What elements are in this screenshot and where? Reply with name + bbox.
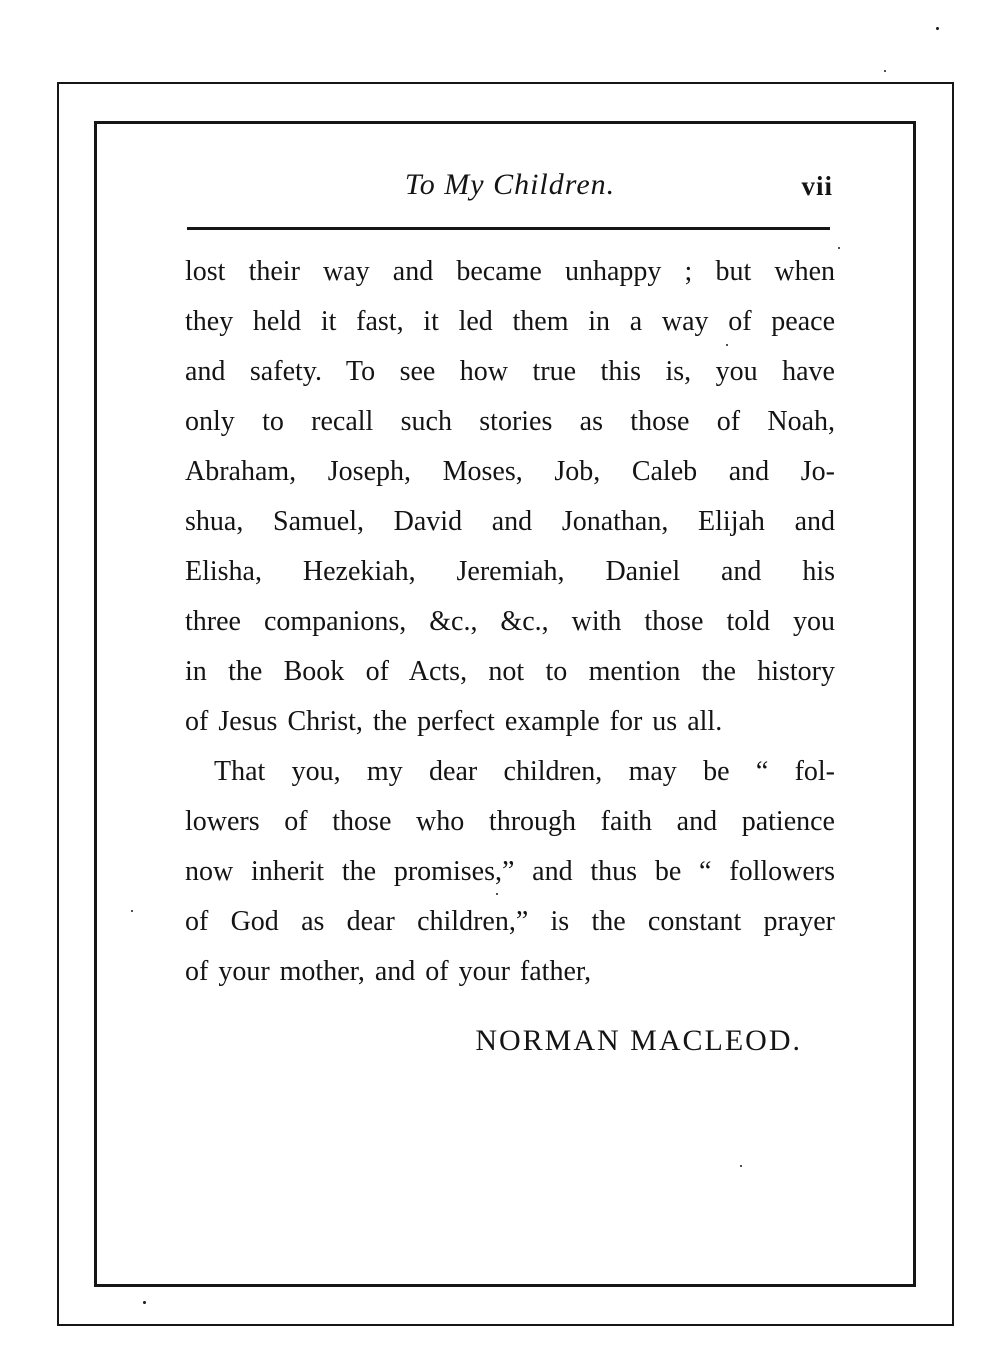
body-line: now inherit the promises,” and thus be “ followers [185,856,835,887]
body-line: in the Book of Acts, not to mention the history [185,656,835,687]
paragraph [185,747,835,997]
scan-speck [838,247,840,249]
scan-speck [936,27,939,30]
signature: NORMAN MACLEOD. [475,1024,802,1057]
body-text [185,247,835,997]
page-content [185,0,835,1364]
body-line: Abraham, Joseph, Moses, Job, Caleb and Jo- [185,456,835,487]
scan-speck [131,910,133,912]
body-line: three companions, &c., &c., with those told you [185,606,835,637]
scan-speck [496,893,498,895]
scan-speck [726,344,728,346]
body-line: Elisha, Hezekiah, Jeremiah, Daniel and his [185,556,835,587]
body-line: of Jesus Christ, the perfect example for us all. [185,706,723,737]
paragraph [185,247,835,747]
page-header [185,162,835,208]
body-line: of your mother, and of your father, [185,956,592,987]
scan-speck [143,1301,146,1304]
body-line: That you, my dear children, may be “ fol- [214,756,835,787]
scan-speck [884,70,886,72]
body-line: lowers of those who through faith and patience [185,806,835,837]
page-title: To My Children. [404,168,616,201]
body-line: of God as dear children,” is the constant prayer [185,906,835,937]
header-rule [187,227,830,230]
body-line: lost their way and became unhappy ; but when [185,256,835,287]
scan-speck [740,1165,742,1167]
body-line: and safety. To see how true this is, you have [185,356,835,387]
body-line: they held it fast, it led them in a way of peace [185,306,835,337]
body-line: only to recall such stories as those of Noah, [185,406,835,437]
page-number: vii [801,171,833,201]
body-line: shua, Samuel, David and Jonathan, Elijah and [185,506,835,537]
